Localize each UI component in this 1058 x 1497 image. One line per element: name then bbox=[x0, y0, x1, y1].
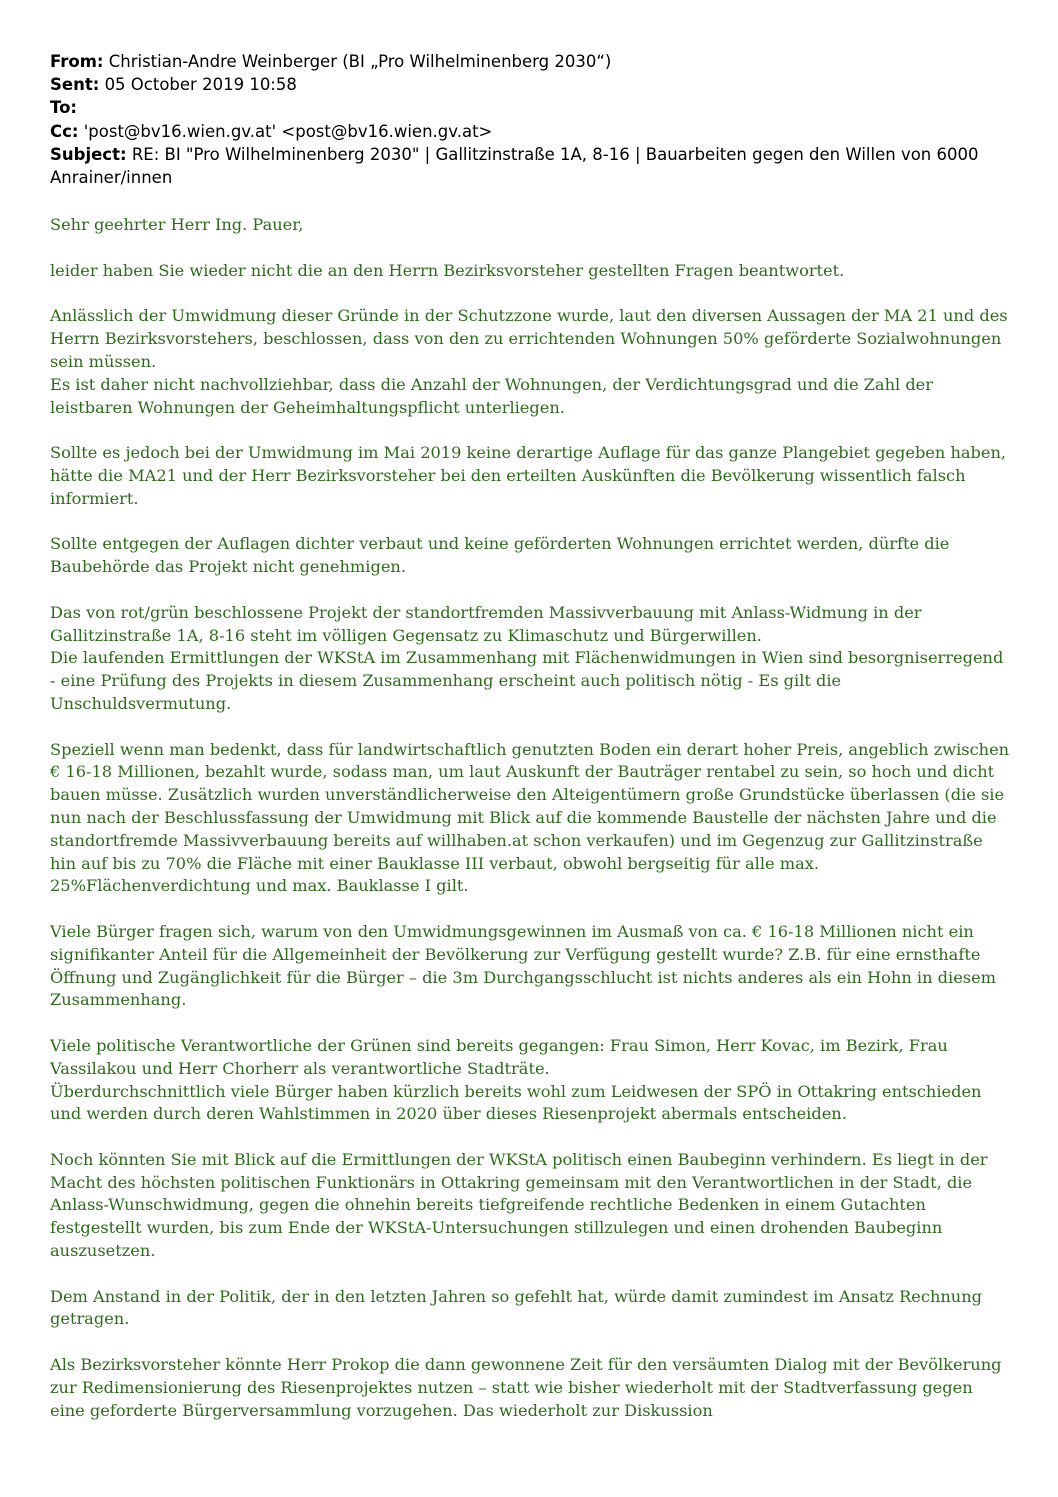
body-paragraph bbox=[50, 739, 1010, 899]
paragraph-text: Es ist daher nicht nachvollziehbar, dass die Anzahl der Wohnungen, der Verdichtungsgrad und die Zahl der leistbaren Wohnungen der Geheimhaltungspflicht unterliegen. bbox=[50, 374, 933, 417]
subject-label: Subject: bbox=[50, 144, 127, 164]
sent-label: Sent: bbox=[50, 75, 100, 95]
paragraph-text: leider haben Sie wieder nicht die an den Herrn Bezirksvorsteher gestellten Fragen beantwortet. bbox=[50, 260, 845, 280]
body-paragraph bbox=[50, 260, 1010, 283]
body-paragraph bbox=[50, 921, 1010, 1012]
to-row bbox=[50, 96, 1010, 119]
paragraph-text: Als Bezirksvorsteher könnte Herr Prokop die dann gewonnene Zeit für den versäumten Dialog mit der Bevölkerung zur Redimensionierung des Riesenprojektes nutzen – statt wie bisher wiederholt mit der Stadtverfassung gegen eine geforderte Bürgerversammlung vorzugehen. Das wiederholt zur Diskussion bbox=[50, 1355, 1002, 1420]
sent-row bbox=[50, 73, 1010, 96]
paragraph-text: Dem Anstand in der Politik, der in den letzten Jahren so gefehlt hat, würde damit zumindest im Ansatz Rechnung getragen. bbox=[50, 1286, 983, 1329]
to-label: To: bbox=[50, 98, 77, 118]
from-label: From: bbox=[50, 52, 104, 71]
paragraph-text: Das von rot/grün beschlossene Projekt der standortfremden Massivverbauung mit Anlass-Widmung in der Gallitzinstraße 1A, 8-16 steht im völligen Gegensatz zu Klimaschutz und Bürgerwillen. bbox=[50, 602, 922, 645]
sent-value: 05 October 2019 10:58 bbox=[104, 75, 297, 95]
paragraph-text: Speziell wenn man bedenkt, dass für landwirtschaftlich genutzten Boden ein derart hoher Preis, angeblich zwischen € 16-18 Millionen, bezahlt wurde, sodass man, um laut Auskunft der Bauträger rentabel zu sein, so hoch und dicht bauen müsse. Zusätzlich wurden unverständlicherweise den Alteigentümern große Grundstücke überlassen (die sie nun nach der Beschlussfassung der Umwidmung mit Blick auf die kommende Baustelle der nächsten Jahre und die standortfremde Massivverbauung bereits auf willhaben.at schon verkaufen) und im Gegenzug zur Gallitzinstraße hin auf bis zu 70% die Fläche mit einer Bauklasse III verbaut, obwohl bergseitig für alle max. 25%Flächenverdichtung und max. Bauklasse I gilt. bbox=[50, 739, 1010, 896]
subject-value: RE: BI "Pro Wilhelminenberg 2030" | Gallitzinstraße 1A, 8-16 | Bauarbeiten gegen den Willen von 6000 Anrainer/innen bbox=[50, 144, 979, 188]
paragraph-text: Die laufenden Ermittlungen der WKStA im Zusammenhang mit Flächenwidmungen in Wien sind besorgniserregend - eine Prüfung des Projekts in diesem Zusammenhang erscheint auch politisch nötig - Es gilt die Unschuldsvermutung. bbox=[50, 648, 1004, 713]
body-paragraph bbox=[50, 305, 1010, 419]
body-paragraph bbox=[50, 533, 1010, 579]
paragraph-text: Anlässlich der Umwidmung dieser Gründe in der Schutzzone wurde, laut den diversen Aussagen der MA 21 und des Herrn Bezirksvorstehers, beschlossen, dass von den zu errichtenden Wohnungen 50% geförderte Sozialwohnungen sein müssen. bbox=[50, 306, 1008, 371]
cc-row bbox=[50, 120, 1010, 143]
paragraph-text: Überdurchschnittlich viele Bürger haben kürzlich bereits wohl zum Leidwesen der SPÖ in Ottakring entschieden und werden durch deren Wahlstimmen in 2020 über dieses Riesenprojekt abermals entscheiden. bbox=[50, 1081, 982, 1124]
from-row bbox=[50, 50, 1010, 73]
body-paragraph bbox=[50, 1354, 1010, 1422]
body-paragraph bbox=[50, 1035, 1010, 1126]
paragraph-text: Viele politische Verantwortliche der Grünen sind bereits gegangen: Frau Simon, Herr Kovac, im Bezirk, Frau Vassilakou und Herr Chorherr als verantwortliche Stadträte. bbox=[50, 1035, 948, 1078]
paragraph-text: Sollte entgegen der Auflagen dichter verbaut und keine geförderten Wohnungen errichtet werden, dürfte die Baubehörde das Projekt nicht genehmigen. bbox=[50, 534, 950, 577]
greeting: Sehr geehrter Herr Ing. Pauer, bbox=[50, 215, 304, 235]
body-paragraph bbox=[50, 442, 1010, 510]
email-header bbox=[50, 50, 1010, 189]
paragraph-text: Noch könnten Sie mit Blick auf die Ermittlungen der WKStA politisch einen Baubeginn verhindern. Es liegt in der Macht des höchsten politischen Funktionärs in Ottakring gemeinsam mit den Verantwortlichen in der Stadt, die Anlass-Wunschwidmung, gegen die ohnehin bereits tiefgreifende rechtliche Bedenken in einem Gutachten festgestellt wurden, bis zum Ende der WKStA-Untersuchungen stillzulegen und einen drohenden Baubeginn auszusetzen. bbox=[50, 1149, 988, 1261]
from-value: Christian-Andre Weinberger (BI „Pro Wilhelminenberg 2030“) bbox=[108, 52, 612, 71]
body-paragraph bbox=[50, 1149, 1010, 1263]
subject-row bbox=[50, 143, 1010, 189]
cc-value: 'post@bv16.wien.gv.at' <post@bv16.wien.gv.at> bbox=[83, 121, 493, 141]
paragraph-text: Sollte es jedoch bei der Umwidmung im Mai 2019 keine derartige Auflage für das ganze Plangebiet gegeben haben, hätte die MA21 und der Herr Bezirksvorsteher bei den erteilten Auskünften die Bevölkerung wissentlich falsch informiert. bbox=[50, 443, 1007, 508]
email-document bbox=[50, 50, 1010, 1422]
email-body bbox=[50, 214, 1010, 1422]
body-paragraph bbox=[50, 602, 1010, 716]
body-paragraph bbox=[50, 1286, 1010, 1332]
cc-label: Cc: bbox=[50, 121, 79, 141]
paragraph-text: Viele Bürger fragen sich, warum von den Umwidmungsgewinnen im Ausmaß von ca. € 16-18 Millionen nicht ein signifikanter Anteil für die Allgemeinheit der Bevölkerung zur Verfügung gestellt wurde? Z.B. für eine ernsthafte Öffnung und Zugänglichkeit für die Bürger – die 3m Durchgangsschlucht ist nichts anderes als ein Hohn in diesem Zusammenhang. bbox=[50, 921, 997, 1010]
body-paragraphs bbox=[50, 260, 1010, 1423]
